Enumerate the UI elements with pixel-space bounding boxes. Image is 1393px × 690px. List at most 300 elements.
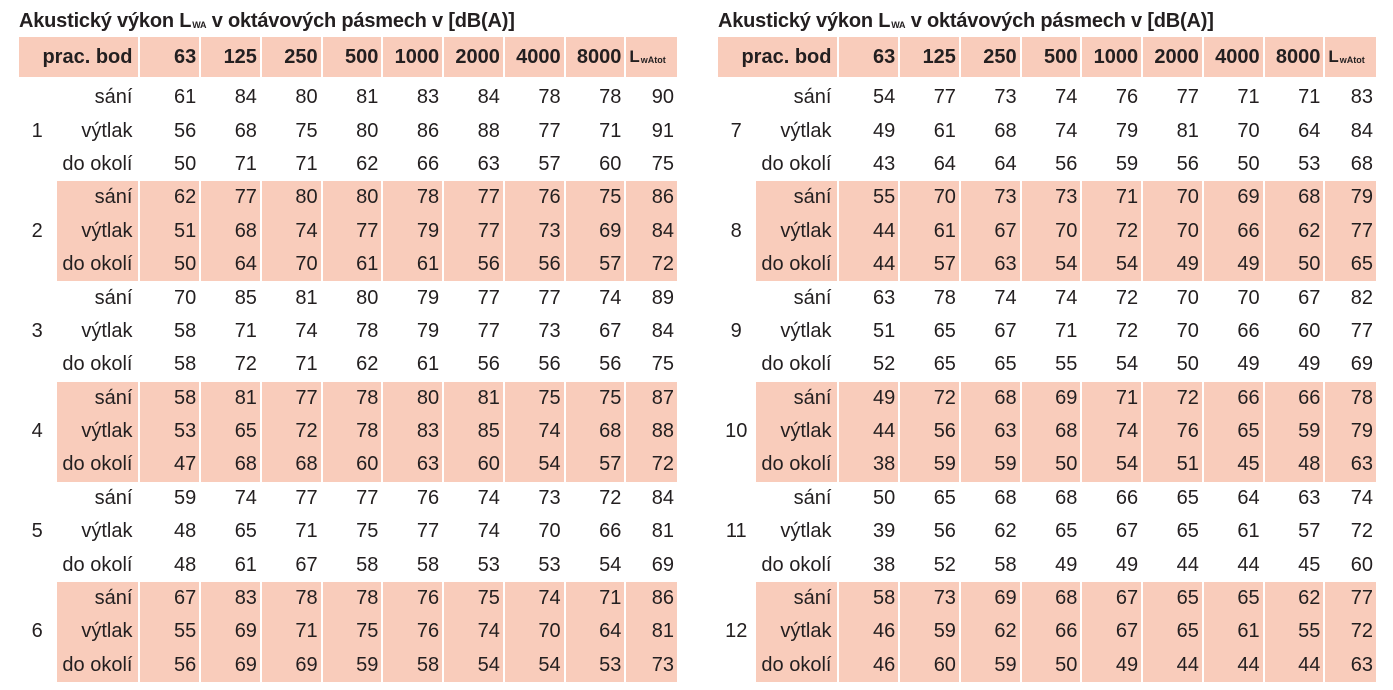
value-cell: 81 — [444, 382, 503, 415]
value-cell: 77 — [262, 382, 321, 415]
value-cell: 51 — [140, 215, 199, 248]
value-cell: 76 — [1143, 415, 1202, 448]
value-cell: 71 — [262, 615, 321, 648]
total-cell: 63 — [1325, 448, 1376, 481]
table-row — [19, 315, 677, 348]
value-cell: 80 — [262, 181, 321, 214]
value-cell: 74 — [505, 582, 564, 615]
table-row — [19, 181, 677, 214]
total-cell: 72 — [626, 448, 677, 481]
table-row — [718, 281, 1376, 314]
measurement-type: do okolí — [57, 248, 138, 281]
value-cell: 61 — [383, 248, 442, 281]
total-cell: 75 — [651, 353, 674, 376]
value-cell: 63 — [477, 152, 500, 175]
value-cell: 54 — [444, 649, 503, 682]
value-cell: 83 — [201, 582, 260, 615]
value-cell: 49 — [1055, 553, 1078, 576]
value-cell: 71 — [599, 119, 622, 142]
value-cell: 77 — [295, 486, 318, 509]
value-cell: 80 — [356, 119, 379, 142]
value-cell: 49 — [1298, 353, 1321, 376]
value-cell: 50 — [173, 152, 197, 175]
value-cell: 65 — [933, 319, 956, 342]
value-cell: 78 — [538, 86, 561, 109]
total-cell: 69 — [1350, 353, 1373, 376]
sound-power-table — [716, 37, 1378, 682]
value-cell: 44 — [1176, 553, 1199, 576]
value-cell: 66 — [416, 152, 440, 175]
measurement-type: výtlak — [81, 119, 133, 142]
measurement-type: výtlak — [57, 215, 138, 248]
value-cell: 55 — [1055, 353, 1078, 376]
value-cell: 65 — [1143, 615, 1202, 648]
value-cell: 76 — [505, 181, 564, 214]
total-cell: 68 — [1350, 152, 1373, 175]
value-cell: 62 — [1265, 582, 1324, 615]
value-cell: 79 — [383, 215, 442, 248]
header-band: 63 — [839, 37, 898, 77]
value-cell: 57 — [900, 248, 959, 281]
value-cell: 79 — [416, 319, 440, 342]
value-cell: 53 — [140, 415, 199, 448]
value-cell: 58 — [173, 353, 197, 376]
value-cell: 65 — [234, 520, 257, 543]
value-cell: 58 — [173, 319, 197, 342]
value-cell: 53 — [538, 553, 561, 576]
value-cell: 74 — [477, 520, 500, 543]
total-cell: 84 — [651, 319, 674, 342]
total-cell: 91 — [651, 119, 674, 142]
value-cell: 76 — [383, 582, 442, 615]
table-row — [718, 448, 1376, 481]
value-cell: 69 — [1204, 181, 1263, 214]
value-cell: 63 — [961, 248, 1020, 281]
operating-point-number: 5 — [31, 520, 43, 543]
value-cell: 56 — [140, 649, 199, 682]
value-cell: 64 — [933, 152, 956, 175]
value-cell: 83 — [383, 415, 442, 448]
value-cell: 61 — [900, 215, 959, 248]
value-cell: 64 — [1298, 119, 1321, 142]
measurement-type: výtlak — [57, 415, 138, 448]
table-row — [19, 415, 677, 448]
value-cell: 74 — [1055, 286, 1078, 309]
value-cell: 81 — [295, 286, 318, 309]
total-cell: 86 — [626, 582, 677, 615]
value-cell: 61 — [323, 248, 382, 281]
total-cell: 84 — [651, 486, 674, 509]
value-cell: 56 — [538, 353, 561, 376]
value-cell: 60 — [1298, 319, 1321, 342]
value-cell: 72 — [1115, 286, 1139, 309]
value-cell: 78 — [323, 415, 382, 448]
value-cell: 71 — [234, 152, 257, 175]
value-cell: 70 — [1022, 215, 1081, 248]
value-cell: 54 — [505, 649, 564, 682]
header-total: $L_{wAtot}$ — [626, 37, 677, 77]
value-cell: 66 — [1204, 215, 1263, 248]
measurement-type: výtlak — [81, 319, 133, 342]
value-cell: 48 — [173, 520, 197, 543]
total-cell: 84 — [1350, 119, 1373, 142]
value-cell: 67 — [1115, 520, 1139, 543]
value-cell: 49 — [1143, 248, 1202, 281]
value-cell: 44 — [1204, 649, 1263, 682]
value-cell: 70 — [1237, 286, 1260, 309]
header-band: 4000 — [1204, 37, 1263, 77]
value-cell: 62 — [140, 181, 199, 214]
total-cell: 77 — [1350, 319, 1373, 342]
total-cell: 87 — [626, 382, 677, 415]
value-cell: 68 — [201, 448, 260, 481]
total-cell: 72 — [1325, 615, 1376, 648]
sound-power-table — [17, 37, 679, 682]
value-cell: 74 — [477, 486, 500, 509]
value-cell: 61 — [416, 353, 440, 376]
value-cell: 62 — [994, 520, 1017, 543]
table-row — [19, 148, 677, 181]
value-cell: 55 — [1265, 615, 1324, 648]
value-cell: 54 — [1082, 248, 1141, 281]
value-cell: 73 — [505, 215, 564, 248]
operating-point-number: 2 — [31, 219, 43, 242]
value-cell: 48 — [173, 553, 197, 576]
operating-point-number: 3 — [31, 319, 43, 342]
table-title: Akustický výkon $L_{WA}$ v oktávových pásmech v [dB(A)] — [718, 10, 1214, 32]
value-cell: 38 — [839, 448, 898, 481]
operating-point-number: 7 — [730, 119, 742, 142]
value-cell: 72 — [234, 353, 257, 376]
measurement-type: sání — [756, 382, 837, 415]
value-cell: 78 — [933, 286, 956, 309]
value-cell: 77 — [477, 319, 500, 342]
value-cell: 64 — [1237, 486, 1260, 509]
value-cell: 44 — [1265, 649, 1324, 682]
value-cell: 67 — [599, 319, 622, 342]
measurement-type: do okolí — [761, 353, 832, 376]
value-cell: 72 — [900, 382, 959, 415]
value-cell: 44 — [1237, 553, 1260, 576]
table-row — [19, 81, 677, 114]
operating-point-number: 8 — [730, 219, 742, 242]
operating-point-number: 10 — [725, 420, 748, 443]
table-row — [718, 148, 1376, 181]
table-row — [19, 382, 677, 415]
value-cell: 58 — [383, 649, 442, 682]
operating-point-number: 9 — [730, 319, 742, 342]
table-row — [718, 615, 1376, 648]
value-cell: 81 — [356, 86, 379, 109]
measurement-type: do okolí — [756, 248, 837, 281]
value-cell: 50 — [1022, 448, 1081, 481]
measurement-type: do okolí — [62, 553, 133, 576]
operating-point-number: 12 — [725, 620, 748, 643]
measurement-type: výtlak — [780, 319, 832, 342]
total-cell: 90 — [651, 86, 674, 109]
value-cell: 69 — [201, 615, 260, 648]
total-cell: 86 — [626, 181, 677, 214]
value-cell: 54 — [1022, 248, 1081, 281]
measurement-type: výtlak — [81, 520, 133, 543]
value-cell: 65 — [1176, 486, 1199, 509]
value-cell: 72 — [1115, 319, 1139, 342]
header-total: $L_{wAtot}$ — [1325, 37, 1376, 77]
value-cell: 75 — [356, 520, 379, 543]
value-cell: 56 — [900, 415, 959, 448]
table-row — [718, 582, 1376, 615]
value-cell: 60 — [444, 448, 503, 481]
header-band: 250 — [961, 37, 1020, 77]
value-cell: 68 — [566, 415, 625, 448]
operating-point-number: 1 — [31, 119, 43, 142]
value-cell: 56 — [1055, 152, 1078, 175]
value-cell: 70 — [1143, 181, 1202, 214]
value-cell: 67 — [961, 215, 1020, 248]
value-cell: 75 — [295, 119, 318, 142]
value-cell: 60 — [900, 649, 959, 682]
table-row — [718, 81, 1376, 114]
operating-point-number: 4 — [31, 420, 43, 443]
header-row — [19, 37, 677, 77]
value-cell: 62 — [356, 353, 379, 376]
table-row — [19, 548, 677, 581]
total-cell: 73 — [626, 649, 677, 682]
total-cell: 77 — [1325, 582, 1376, 615]
value-cell: 65 — [1055, 520, 1078, 543]
value-cell: 77 — [416, 520, 440, 543]
total-cell: 63 — [1325, 649, 1376, 682]
value-cell: 70 — [1143, 215, 1202, 248]
measurement-type: do okolí — [57, 448, 138, 481]
value-cell: 49 — [1204, 248, 1263, 281]
value-cell: 77 — [444, 181, 503, 214]
value-cell: 64 — [566, 615, 625, 648]
value-cell: 63 — [383, 448, 442, 481]
value-cell: 59 — [900, 448, 959, 481]
value-cell: 70 — [1237, 119, 1260, 142]
value-cell: 51 — [1143, 448, 1202, 481]
table-row — [718, 649, 1376, 682]
header-band: 1000 — [383, 37, 442, 77]
value-cell: 43 — [872, 152, 896, 175]
measurement-type: sání — [57, 582, 138, 615]
header-band: 2000 — [444, 37, 503, 77]
value-cell: 65 — [1176, 520, 1199, 543]
value-cell: 52 — [872, 353, 896, 376]
value-cell: 47 — [140, 448, 199, 481]
value-cell: 59 — [1115, 152, 1139, 175]
value-cell: 86 — [416, 119, 440, 142]
value-cell: 44 — [839, 248, 898, 281]
value-cell: 76 — [1115, 86, 1139, 109]
value-cell: 67 — [1082, 582, 1141, 615]
value-cell: 71 — [234, 319, 257, 342]
value-cell: 64 — [201, 248, 260, 281]
operating-point-number: 6 — [31, 620, 43, 643]
value-cell: 56 — [1176, 152, 1199, 175]
total-cell: 78 — [1325, 382, 1376, 415]
value-cell: 72 — [599, 486, 622, 509]
value-cell: 54 — [872, 86, 896, 109]
value-cell: 66 — [1265, 382, 1324, 415]
value-cell: 67 — [295, 553, 318, 576]
value-cell: 39 — [872, 520, 896, 543]
value-cell: 56 — [173, 119, 197, 142]
total-cell: 83 — [1350, 86, 1373, 109]
header-band: 500 — [323, 37, 382, 77]
measurement-type: sání — [57, 382, 138, 415]
value-cell: 65 — [1204, 415, 1263, 448]
value-cell: 74 — [994, 286, 1017, 309]
table-row — [19, 448, 677, 481]
value-cell: 85 — [234, 286, 257, 309]
table-row — [19, 515, 677, 548]
value-cell: 75 — [444, 582, 503, 615]
value-cell: 78 — [262, 582, 321, 615]
total-cell: 60 — [1350, 553, 1373, 576]
value-cell: 70 — [900, 181, 959, 214]
value-cell: 70 — [505, 615, 564, 648]
acoustic-table-left — [19, 0, 677, 682]
value-cell: 77 — [538, 286, 561, 309]
value-cell: 55 — [140, 615, 199, 648]
value-cell: 48 — [1265, 448, 1324, 481]
value-cell: 69 — [1022, 382, 1081, 415]
value-cell: 75 — [323, 615, 382, 648]
value-cell: 68 — [1265, 181, 1324, 214]
value-cell: 75 — [566, 181, 625, 214]
header-band: 250 — [262, 37, 321, 77]
value-cell: 73 — [538, 319, 561, 342]
measurement-type: sání — [756, 582, 837, 615]
value-cell: 77 — [1176, 86, 1199, 109]
table-row — [718, 215, 1376, 248]
value-cell: 58 — [356, 553, 379, 576]
value-cell: 63 — [1298, 486, 1321, 509]
value-cell: 73 — [994, 86, 1017, 109]
table-row — [718, 515, 1376, 548]
measurement-type: výtlak — [780, 520, 832, 543]
value-cell: 69 — [961, 582, 1020, 615]
value-cell: 69 — [262, 649, 321, 682]
value-cell: 58 — [839, 582, 898, 615]
value-cell: 78 — [323, 382, 382, 415]
value-cell: 58 — [416, 553, 440, 576]
value-cell: 45 — [1204, 448, 1263, 481]
value-cell: 44 — [1143, 649, 1202, 682]
value-cell: 77 — [477, 286, 500, 309]
value-cell: 55 — [839, 181, 898, 214]
total-cell: 89 — [651, 286, 674, 309]
header-band: 125 — [900, 37, 959, 77]
value-cell: 49 — [839, 382, 898, 415]
value-cell: 77 — [444, 215, 503, 248]
table-row — [19, 348, 677, 381]
table-row — [718, 181, 1376, 214]
value-cell: 53 — [566, 649, 625, 682]
value-cell: 44 — [839, 215, 898, 248]
total-cell: 84 — [626, 215, 677, 248]
value-cell: 70 — [1176, 319, 1199, 342]
value-cell: 63 — [961, 415, 1020, 448]
value-cell: 46 — [839, 649, 898, 682]
table-row — [19, 114, 677, 147]
value-cell: 73 — [961, 181, 1020, 214]
table-title: Akustický výkon $L_{WA}$ v oktávových pásmech v [dB(A)] — [19, 10, 515, 32]
total-cell: 77 — [1325, 215, 1376, 248]
value-cell: 68 — [961, 382, 1020, 415]
total-cell: 79 — [1325, 181, 1376, 214]
measurement-type: výtlak — [756, 415, 837, 448]
measurement-type: výtlak — [756, 215, 837, 248]
measurement-type: do okolí — [756, 649, 837, 682]
header-band: 63 — [140, 37, 199, 77]
measurement-type: do okolí — [761, 152, 832, 175]
value-cell: 69 — [566, 215, 625, 248]
value-cell: 49 — [1115, 553, 1139, 576]
measurement-type: do okolí — [756, 448, 837, 481]
value-cell: 54 — [1115, 353, 1139, 376]
value-cell: 80 — [356, 286, 379, 309]
value-cell: 72 — [262, 415, 321, 448]
value-cell: 50 — [1022, 649, 1081, 682]
value-cell: 45 — [1298, 553, 1321, 576]
value-cell: 72 — [1082, 215, 1141, 248]
value-cell: 70 — [262, 248, 321, 281]
table-row — [19, 215, 677, 248]
value-cell: 64 — [994, 152, 1017, 175]
value-cell: 74 — [1055, 119, 1078, 142]
value-cell: 77 — [356, 486, 379, 509]
value-cell: 68 — [262, 448, 321, 481]
value-cell: 70 — [1176, 286, 1199, 309]
value-cell: 75 — [505, 382, 564, 415]
total-cell: 88 — [626, 415, 677, 448]
value-cell: 60 — [599, 152, 622, 175]
value-cell: 75 — [566, 382, 625, 415]
measurement-type: sání — [793, 86, 832, 109]
table-body — [718, 81, 1376, 682]
value-cell: 71 — [1082, 382, 1141, 415]
value-cell: 56 — [444, 248, 503, 281]
value-cell: 68 — [234, 119, 257, 142]
value-cell: 50 — [140, 248, 199, 281]
table-row — [19, 615, 677, 648]
measurement-type: sání — [94, 286, 133, 309]
value-cell: 74 — [444, 615, 503, 648]
value-cell: 62 — [1265, 215, 1324, 248]
value-cell: 61 — [234, 553, 257, 576]
value-cell: 57 — [1298, 520, 1321, 543]
value-cell: 66 — [1204, 382, 1263, 415]
value-cell: 74 — [599, 286, 622, 309]
value-cell: 74 — [262, 215, 321, 248]
table-row — [718, 548, 1376, 581]
value-cell: 59 — [961, 649, 1020, 682]
value-cell: 52 — [933, 553, 956, 576]
value-cell: 77 — [933, 86, 956, 109]
table-body — [19, 81, 677, 682]
measurement-type: sání — [57, 181, 138, 214]
header-row — [718, 37, 1376, 77]
operating-point-number: 11 — [725, 520, 747, 543]
value-cell: 65 — [201, 415, 260, 448]
value-cell: 80 — [383, 382, 442, 415]
measurement-type: výtlak — [57, 615, 138, 648]
value-cell: 70 — [538, 520, 561, 543]
value-cell: 66 — [599, 520, 622, 543]
